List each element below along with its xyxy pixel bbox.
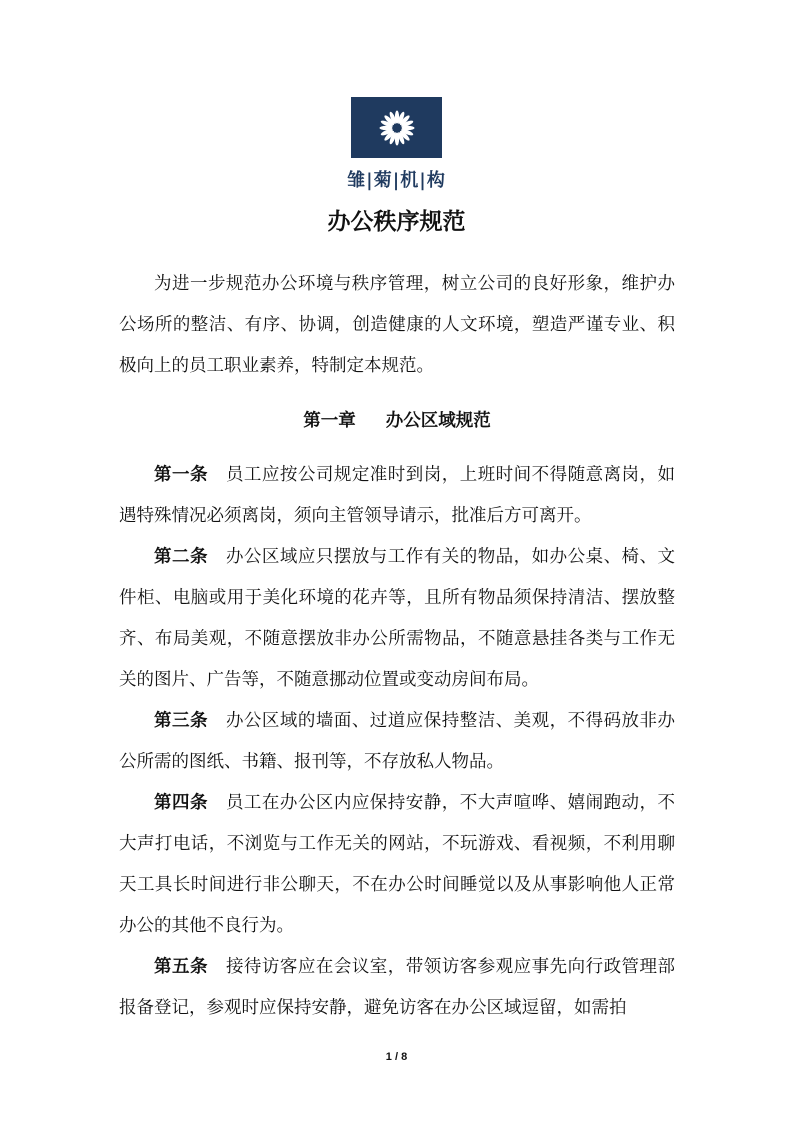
daisy-flower-icon — [377, 108, 417, 148]
article-paragraph — [119, 455, 675, 537]
article-paragraph — [119, 783, 675, 947]
article-text: 员工在办公区内应保持安静，不大声喧哗、嬉闹跑动，不大声打电话，不浏览与工作无关的网站，不玩游戏、看视频，不利用聊天工具长时间进行非公聊天，不在办公时间睡觉以及从事影响他人正常办公的其他不良行为。 — [119, 793, 676, 936]
chapter-name: 办公区域规范 — [385, 411, 491, 431]
article-label: 第二条 — [154, 547, 208, 567]
article-paragraph — [119, 701, 675, 783]
article-text: 办公区域应只摆放与工作有关的物品，如办公桌、椅、文件柜、电脑或用于美化环境的花卉等，且所有物品须保持清洁、摆放整齐、布局美观，不随意摆放非办公所需物品，不随意悬挂各类与工作无关的图片、广告等，不随意挪动位置或变动房间布局。 — [119, 547, 676, 690]
article-label: 第三条 — [154, 711, 208, 731]
logo — [351, 97, 442, 158]
article-text: 办公区域的墙面、过道应保持整洁、美观，不得码放非办公所需的图纸、书籍、报刊等，不存放私人物品。 — [119, 711, 676, 772]
page-number: 1 / 8 — [385, 1051, 408, 1063]
article-label: 第四条 — [154, 793, 208, 813]
article-paragraph — [119, 947, 675, 1029]
article-label: 第五条 — [154, 957, 208, 977]
article-text: 员工应按公司规定准时到岗，上班时间不得随意离岗，如遇特殊情况必须离岗，须向主管领导请示，批准后方可离开。 — [119, 465, 676, 526]
chapter-number: 第一章 — [303, 411, 356, 431]
page-title: 办公秩序规范 — [327, 209, 466, 235]
document-body — [119, 264, 675, 1029]
article-label: 第一条 — [154, 465, 208, 485]
intro-paragraph: 为进一步规范办公环境与秩序管理，树立公司的良好形象，维护办公场所的整洁、有序、协调，创造健康的人文环境，塑造严谨专业、积极向上的员工职业素养，特制定本规范。 — [119, 274, 675, 376]
article-paragraph — [119, 537, 675, 701]
chapter-heading — [119, 401, 675, 442]
article-text: 接待访客应在会议室，带领访客参观应事先向行政管理部报备登记，参观时应保持安静，避免访客在办公区域逗留，如需拍 — [119, 957, 676, 1018]
org-name: 雏|菊|机|构 — [347, 170, 446, 191]
